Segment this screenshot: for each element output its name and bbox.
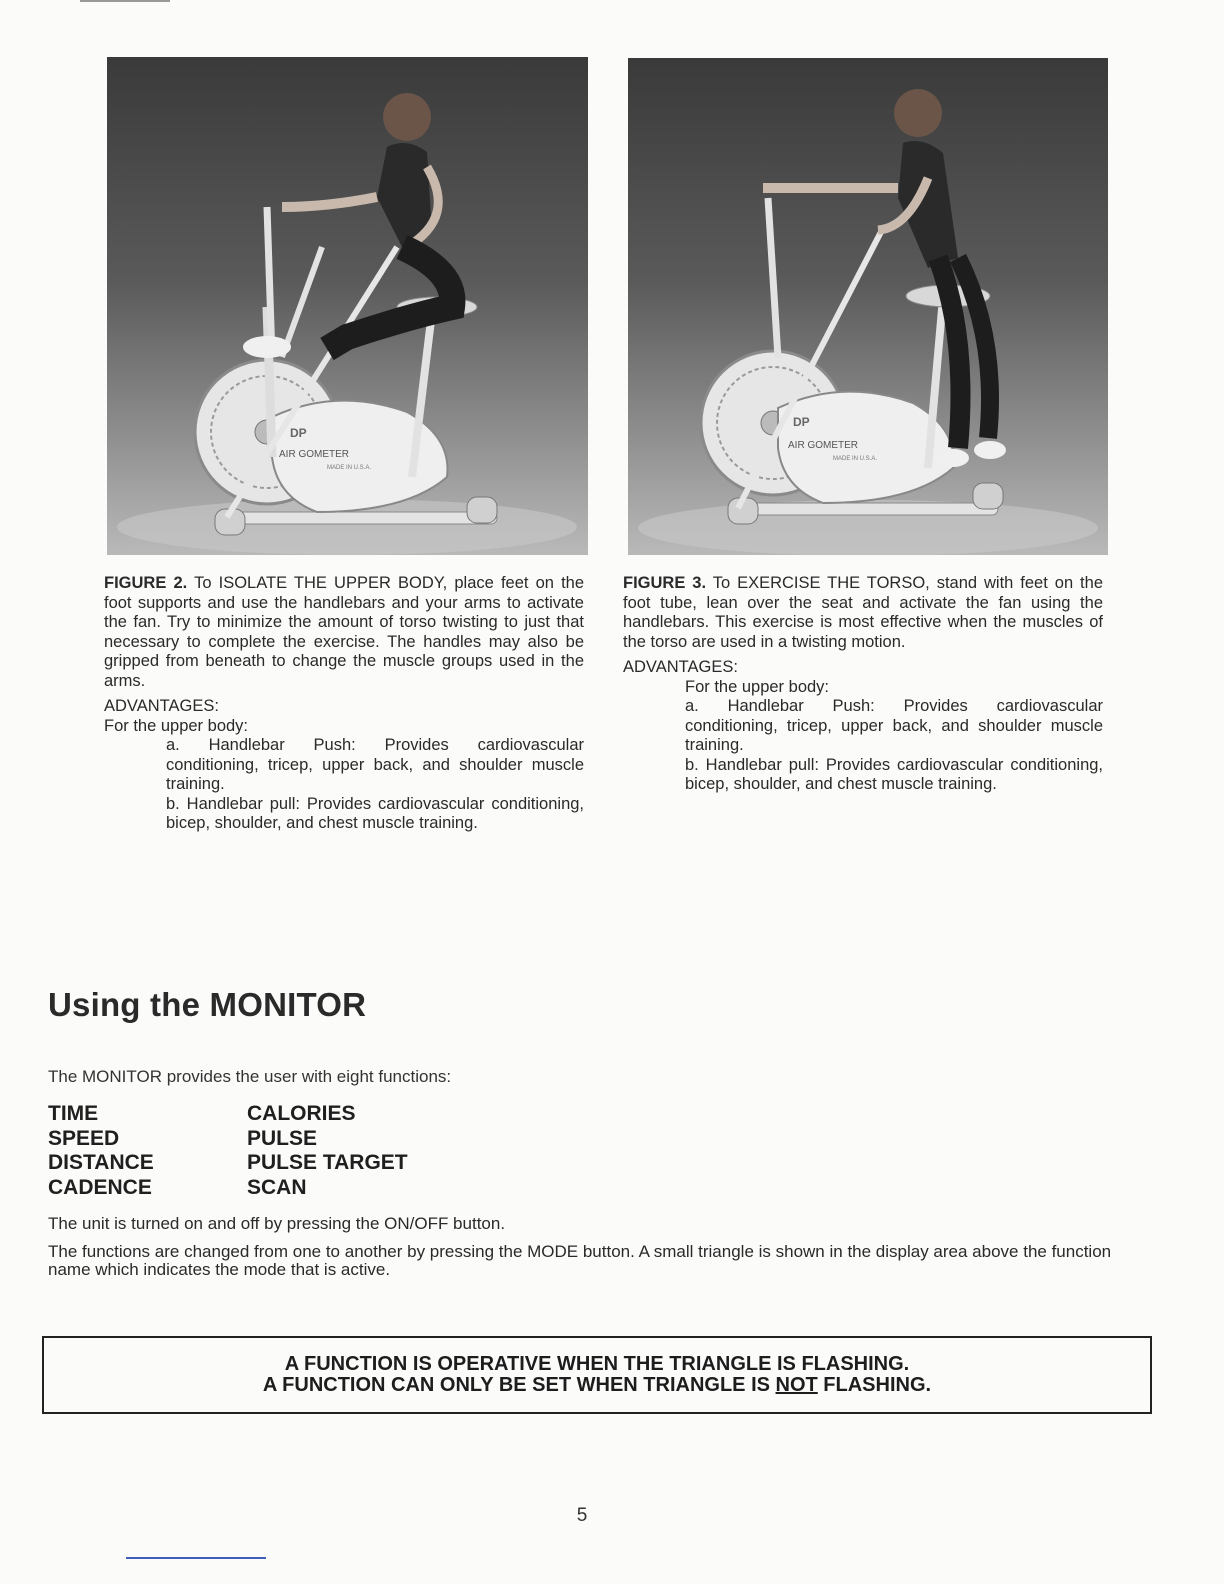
notice-emphasis: NOT (775, 1374, 818, 1396)
figure-3-description (623, 574, 1103, 652)
figure-3-label: FIGURE 3. (623, 574, 707, 592)
bike-logo: DP (793, 415, 810, 429)
figure-3-item-b: b. Handlebar pull: Provides cardiovascular conditioning, bicep, shoulder, and chest muscle training. (685, 755, 1103, 793)
top-edge-mark (80, 0, 170, 2)
figure-2-photo (107, 57, 588, 555)
function-item: TIME (48, 1102, 99, 1125)
figure-2-item-a: a. Handlebar Push: Provides cardiovascular conditioning, tricep, upper back, and shoulder muscle training. (166, 736, 584, 793)
figure-3-caption (623, 574, 1103, 795)
function-item: CADENCE (48, 1175, 152, 1199)
notice-line-2 (263, 1375, 931, 1396)
function-item: PULSE TARGET (247, 1151, 408, 1174)
figure-2-caption (104, 574, 584, 834)
bike-model-label: AIR GOMETER (279, 449, 350, 460)
figure-3-for-line: For the upper body: (685, 677, 830, 696)
notice-line-1: A FUNCTION IS OPERATIVE WHEN THE TRIANGLE IS FLASHING. (284, 1353, 910, 1375)
figure-2-for-line: For the upper body: (104, 716, 249, 735)
figure-2-item-b: b. Handlebar pull: Provides cardiovascular conditioning, bicep, shoulder, and chest muscle training. (166, 794, 584, 832)
functions-list-left (48, 1102, 154, 1200)
notice-line-2-end: FLASHING. (817, 1374, 932, 1396)
figure-3-item-a: a. Handlebar Push: Provides cardiovascular conditioning, tricep, upper back, and shoulder muscle training. (685, 697, 1103, 754)
functions-list-right (247, 1102, 408, 1200)
figure-2-description (104, 574, 584, 691)
figure-3-photo (628, 58, 1108, 555)
exercise-bike-seated-illustration (107, 57, 588, 555)
figure-2-label: FIGURE 2. (104, 574, 188, 592)
page-number: 5 (576, 1505, 588, 1526)
figure-3-advantages-heading: ADVANTAGES: (623, 658, 738, 676)
function-item: SPEED (48, 1126, 120, 1150)
bike-made-in: MADE IN U.S.A. (327, 465, 372, 471)
bike-made-in: MADE IN U.S.A. (833, 456, 878, 462)
notice-box (42, 1336, 1152, 1414)
mode-paragraph: The functions are changed from one to another by pressing the MODE button. A small triangle is shown in the display area above the function name which indicates the mode that is active. (48, 1242, 1112, 1279)
figure-2-text: To ISOLATE THE UPPER BODY, place feet on the foot supports and use the handlebars and your arms to activate the fan. Try to minimize the amount of torso twisting to just that necessary to complete the exercise. The handles may also be gripped from beneath to change the muscle groups used in the arms. (104, 574, 585, 690)
section-heading: Using the MONITOR (48, 986, 367, 1023)
function-item: CALORIES (247, 1102, 356, 1125)
function-item: PULSE (247, 1126, 318, 1150)
notice-line-2-start: A FUNCTION CAN ONLY BE SET WHEN TRIANGLE IS (262, 1374, 776, 1396)
figure-2-advantages-heading: ADVANTAGES: (104, 697, 219, 715)
section-intro: The MONITOR provides the user with eight functions: (48, 1067, 452, 1086)
function-item: SCAN (247, 1175, 307, 1199)
bottom-edge-mark (126, 1557, 266, 1559)
bike-logo: DP (290, 426, 307, 440)
bike-model-label: AIR GOMETER (788, 440, 859, 451)
exercise-bike-standing-illustration (628, 58, 1108, 555)
figure-3-text: To EXERCISE THE TORSO, stand with feet on the foot tube, lean over the seat and activate the fan using the handlebars. This exercise is most effective when the muscles of the torso are used in a twisting motion. (623, 574, 1103, 651)
onoff-paragraph: The unit is turned on and off by pressing the ON/OFF button. (48, 1214, 506, 1233)
function-item: DISTANCE (48, 1151, 154, 1174)
